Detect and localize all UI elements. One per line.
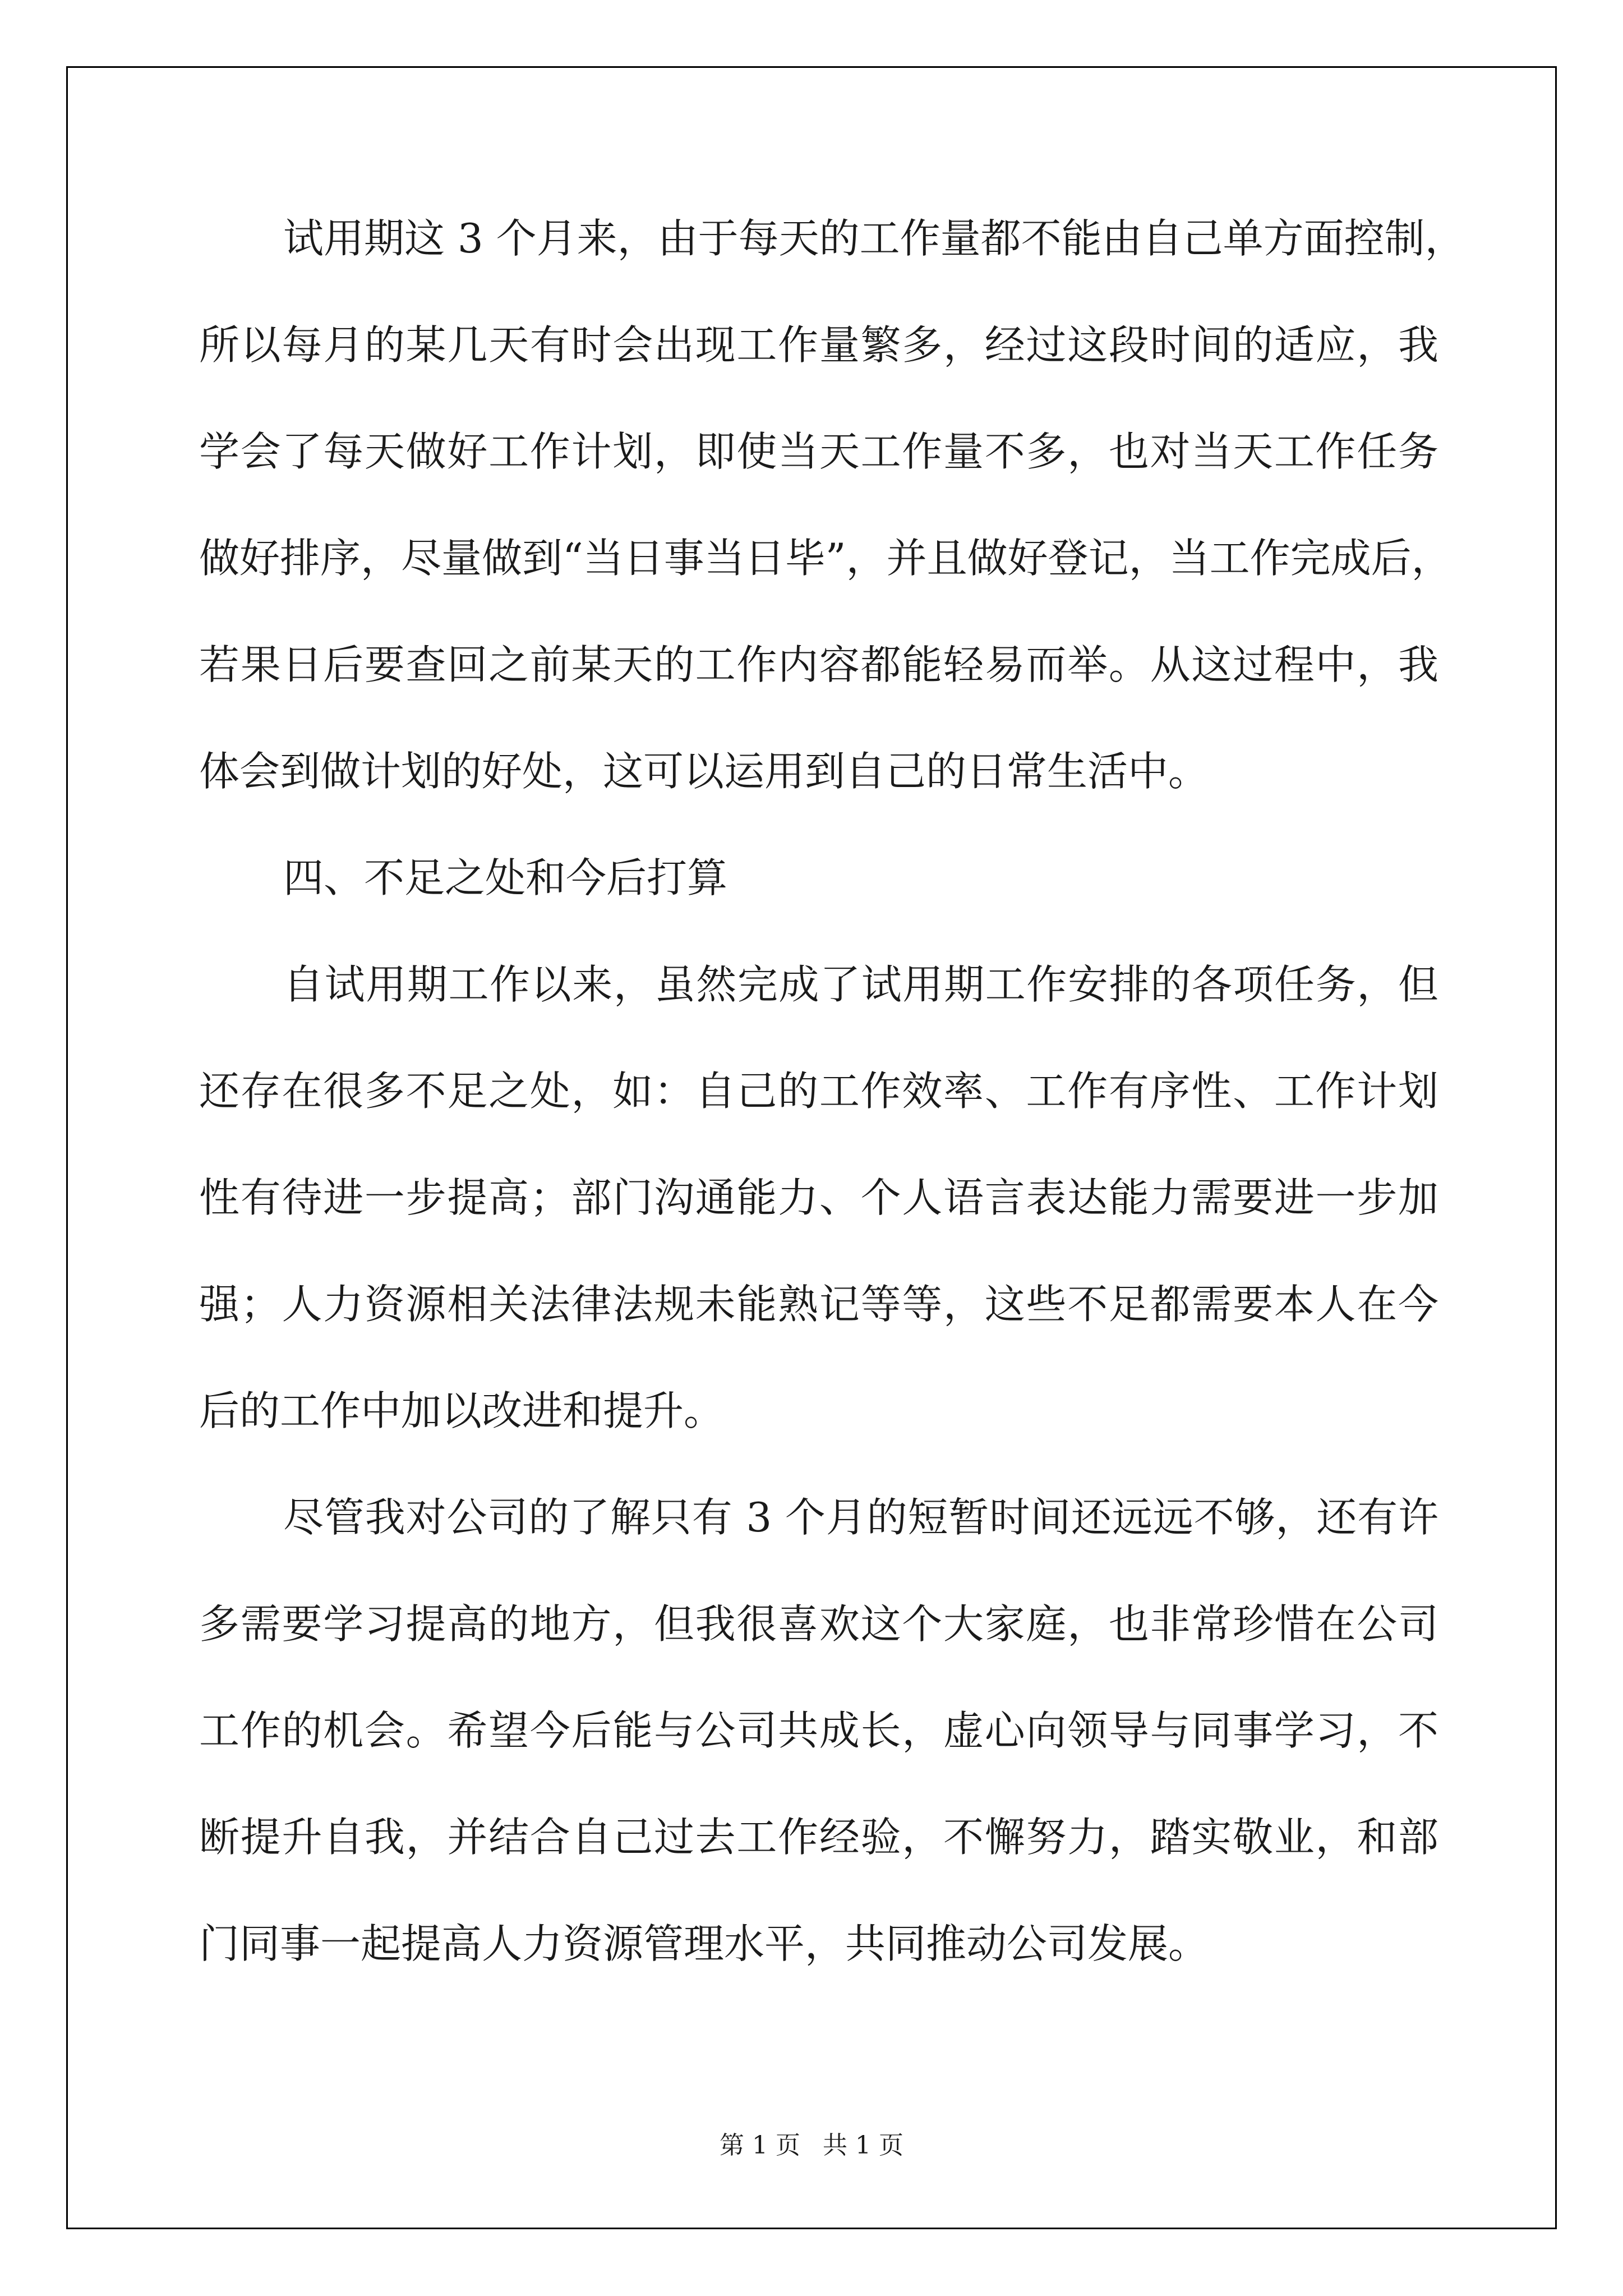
- paragraph-3-line-5: 后的工作中加以改进和提升。: [199, 1387, 725, 1434]
- paragraph-1-line-1: 试用期这 3 个月来，由于每天的工作量都不能由自己单方面控制，: [283, 215, 1465, 262]
- paragraph-3-line-4: 强；人力资源相关法律法规未能熟记等等，这些不足都需要本人在今: [199, 1281, 1438, 1328]
- paragraph-1-line-3: 学会了每天做好工作计划，即使当天工作量不多，也对当天工作任务: [199, 428, 1438, 475]
- paragraph-1-line-2: 所以每月的某几天有时会出现工作量繁多，经过这段时间的适应，我: [199, 321, 1438, 369]
- paragraph-3-line-1: 自试用期工作以来，虽然完成了试用期工作安排的各项任务，但: [283, 961, 1438, 1008]
- page-footer: [0, 2129, 1623, 2162]
- page-total: 共 1 页: [823, 2131, 903, 2160]
- paragraph-1-line-6: 体会到做计划的好处，这可以运用到自己的日常生活中。: [199, 748, 1209, 795]
- paragraph-3-line-2: 还存在很多不足之处，如：自己的工作效率、工作有序性、工作计划: [199, 1068, 1438, 1115]
- paragraph-1-line-4: 做好排序，尽量做到“当日事当日毕”，并且做好登记，当工作完成后，: [199, 535, 1452, 582]
- paragraph-3-line-3: 性有待进一步提高；部门沟通能力、个人语言表达能力需要进一步加: [199, 1174, 1438, 1221]
- paragraph-4-line-3: 工作的机会。希望今后能与公司共成长，虚心向领导与同事学习，不: [199, 1707, 1438, 1754]
- section-heading: 四、不足之处和今后打算: [283, 854, 728, 901]
- paragraph-4-line-5: 门同事一起提高人力资源管理水平，共同推动公司发展。: [199, 1920, 1209, 1967]
- paragraph-4-line-1: 尽管我对公司的了解只有 3 个月的短暂时间还远远不够，还有许: [283, 1494, 1438, 1541]
- page-number: 第 1 页: [720, 2131, 800, 2160]
- page-border: [66, 66, 1557, 2229]
- paragraph-1-line-5: 若果日后要查回之前某天的工作内容都能轻易而举。从这过程中，我: [199, 641, 1438, 688]
- paragraph-4-line-2: 多需要学习提高的地方，但我很喜欢这个大家庭，也非常珍惜在公司: [199, 1600, 1438, 1648]
- paragraph-4-line-4: 断提升自我，并结合自己过去工作经验，不懈努力，踏实敬业，和部: [199, 1814, 1438, 1861]
